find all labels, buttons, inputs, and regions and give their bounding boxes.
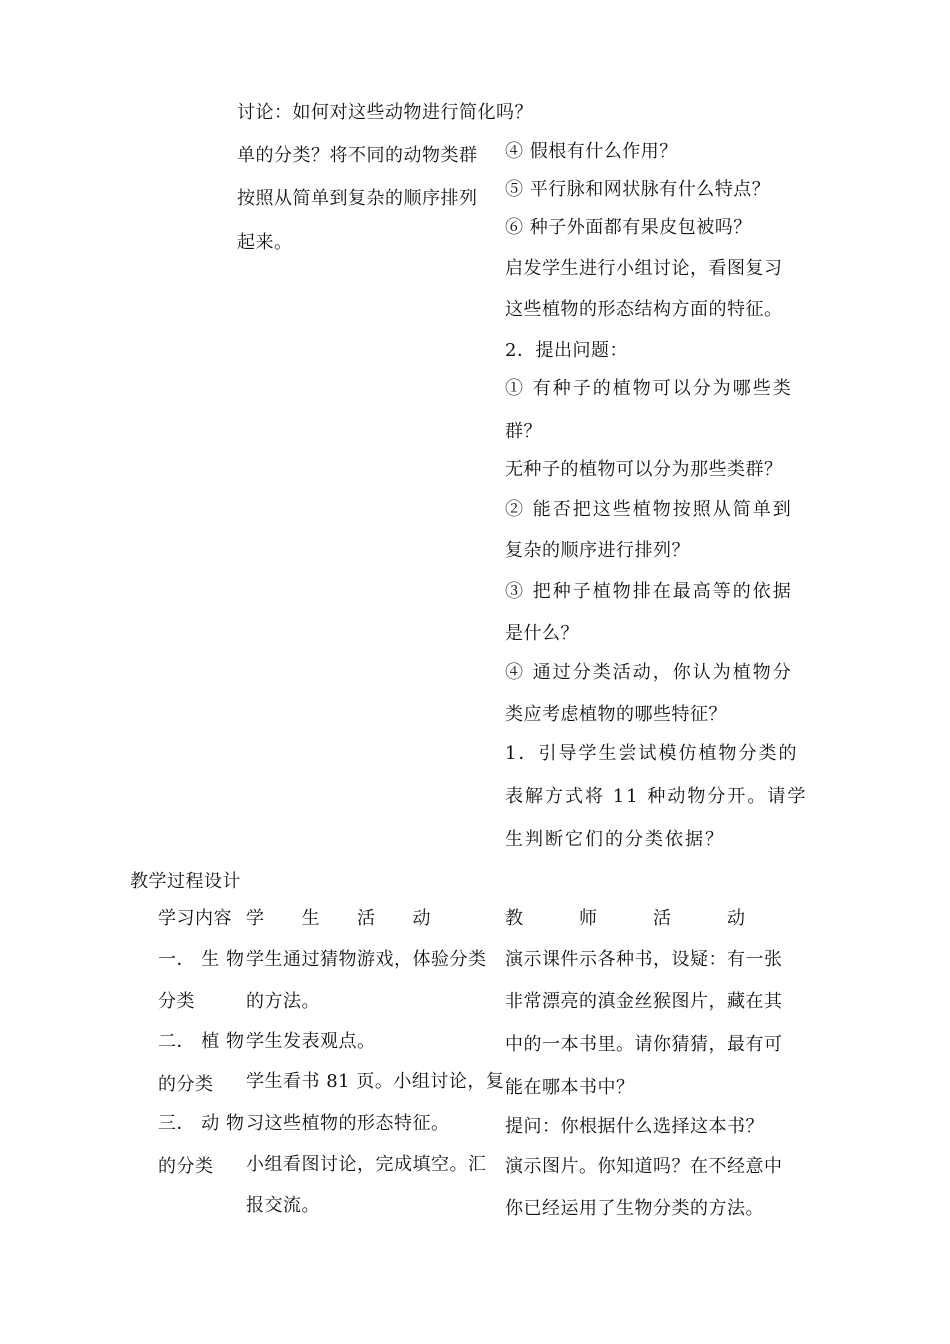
upper-right-line: 2．提出问题： — [505, 340, 628, 361]
upper-left-line: 单的分类？将不同的动物类群 — [237, 145, 478, 166]
content-cell: 的分类 — [158, 1156, 214, 1177]
teacher-activity-line: 演示课件示各种书，设疑：有一张 — [505, 949, 783, 970]
upper-right-line: 是什么？ — [505, 623, 579, 644]
upper-left-line: 起来。 — [237, 232, 293, 253]
content-cell: 的分类 — [158, 1074, 214, 1095]
upper-right-line: 启发学生进行小组讨论，看图复习 — [505, 258, 783, 279]
content-cell: 一． 生 物 — [158, 949, 245, 970]
student-activity-line: 学生看书 81 页。小组讨论，复 — [246, 1071, 505, 1092]
upper-right-line: 群？ — [505, 421, 542, 442]
upper-right-line: ④ 假根有什么作用？ — [505, 141, 678, 162]
upper-right-line: ② 能否把这些植物按照从简单到 — [505, 499, 793, 520]
student-activity-line: 习这些植物的形态特征。 — [246, 1113, 450, 1134]
content-cell: 二． 植 物 — [158, 1031, 245, 1052]
content-cell: 分类 — [158, 991, 195, 1012]
upper-right-line: ⑤ 平行脉和网状脉有什么特点？ — [505, 179, 771, 200]
upper-right-line: ④ 通过分类活动，你认为植物分 — [505, 662, 793, 683]
teacher-activity-line: 能在哪本书中？ — [505, 1077, 635, 1098]
content-cell: 三． 动 物 — [158, 1113, 245, 1134]
upper-right-line: 1．引导学生尝试模仿植物分类的 — [505, 743, 799, 764]
upper-right-line: ① 有种子的植物可以分为哪些类 — [505, 378, 793, 399]
header-learning-content: 学习内容 — [158, 908, 232, 929]
teacher-activity-line: 非常漂亮的滇金丝猴图片，藏在其 — [505, 991, 783, 1012]
upper-left-line: 按照从简单到复杂的顺序排列 — [237, 188, 478, 209]
upper-right-line: 类应考虑植物的哪些特征？ — [505, 704, 727, 725]
upper-right-line: 生判断它们的分类依据？ — [505, 829, 725, 850]
upper-right-line: ⑥ 种子外面都有果皮包被吗？ — [505, 217, 752, 238]
upper-right-line: 无种子的植物可以分为那些类群？ — [505, 459, 783, 480]
header-student-activity: 学 生 活 动 — [246, 908, 431, 929]
teacher-activity-line: 中的一本书里。请你猜猜，最有可 — [505, 1034, 783, 1055]
teacher-activity-line: 提问：你根据什么选择这本书？ — [505, 1116, 764, 1137]
header-teacher-activity: 教 师 活 动 — [505, 908, 746, 929]
student-activity-line: 学生通过猜物游戏，体验分类 — [246, 949, 487, 970]
upper-right-line: 表解方式将 11 种动物分开。请学 — [505, 786, 808, 807]
upper-right-line: 复杂的顺序进行排列？ — [505, 540, 690, 561]
student-activity-line: 的方法。 — [246, 991, 320, 1012]
section-title: 教学过程设计 — [130, 871, 241, 892]
upper-right-line: 这些植物的形态结构方面的特征。 — [505, 299, 783, 320]
student-activity-line: 学生发表观点。 — [246, 1031, 376, 1052]
upper-left-line: 讨论：如何对这些动物进行简化吗？ — [237, 102, 533, 123]
upper-right-line: ③ 把种子植物排在最高等的依据 — [505, 581, 793, 602]
student-activity-line: 报交流。 — [246, 1195, 320, 1216]
teacher-activity-line: 你已经运用了生物分类的方法。 — [505, 1198, 764, 1219]
student-activity-line: 小组看图讨论，完成填空。汇 — [246, 1154, 487, 1175]
teacher-activity-line: 演示图片。你知道吗？在不经意中 — [505, 1156, 783, 1177]
